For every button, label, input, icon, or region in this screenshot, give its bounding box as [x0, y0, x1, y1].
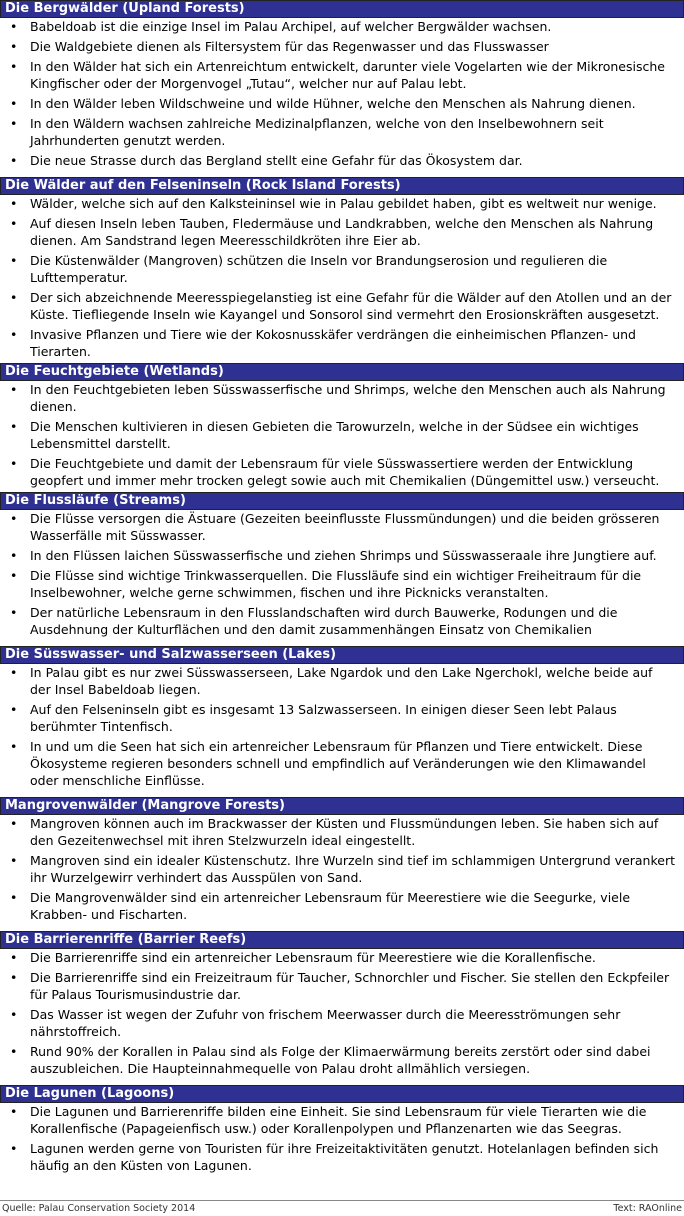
text-credit: Text: RAOnline — [613, 1203, 682, 1214]
list-item — [0, 949, 684, 966]
list-item-text: Rund 90% der Korallen in Palau sind als Folge der Klimaerwärmung bereits zerstört oder sind dabei auszubleichen. Die Haupteinnahmequelle von Palau droht allmählich versiegen. — [30, 1044, 651, 1076]
list-item-text: Auf den Felseninseln gibt es insgesamt 13 Salzwasserseen. In einigen dieser Seen lebt Palaus berühmter Tintenfisch. — [30, 702, 617, 734]
list-item — [0, 567, 684, 601]
list-item-text: Das Wasser ist wegen der Zufuhr von frischem Meerwasser durch die Meeresströmungen sehr nährstoffreich. — [30, 1007, 621, 1039]
list-item-text: In und um die Seen hat sich ein artenreicher Lebensraum für Pflanzen und Tiere entwickelt. Diese Ökosysteme regieren besonders schnell und empfindlich auf Veränderungen wie den Klimawandel oder menschliche Einflüsse. — [30, 739, 646, 788]
list-item-text: Die Waldgebiete dienen als Filtersystem für das Regenwasser und das Flusswasser — [30, 39, 549, 54]
list-item — [0, 664, 684, 698]
bullet-icon: • — [10, 950, 18, 965]
bullet-icon: • — [10, 853, 18, 868]
list-item — [0, 547, 684, 564]
list-item — [0, 215, 684, 249]
bullet-icon: • — [10, 1044, 18, 1059]
section-heading: Die Flussläufe (Streams) — [0, 492, 684, 510]
list-item-text: Der natürliche Lebensraum in den Flusslandschaften wird durch Bauwerke, Rodungen und die Ausdehnung der Kulturflächen und den damit zusammenhängen Einsatz von Chemikalien — [30, 605, 618, 637]
bullet-icon: • — [10, 548, 18, 563]
section-heading: Die Bergwälder (Upland Forests) — [0, 0, 684, 18]
bullet-icon: • — [10, 1104, 18, 1119]
list-item-text: Wälder, welche sich auf den Kalksteininsel wie in Palau gebildet haben, gibt es weltweit nur wenige. — [30, 196, 657, 211]
list-item — [0, 18, 684, 35]
section — [0, 363, 684, 489]
list-item-text: Lagunen werden gerne von Touristen für ihre Freizeitaktivitäten genutzt. Hotelanlagen befinden sich häufig an den Küsten von Lagunen. — [30, 1141, 659, 1173]
list-item — [0, 38, 684, 55]
bullet-list — [0, 195, 684, 360]
list-item-text: In Palau gibt es nur zwei Süsswasserseen, Lake Ngardok und den Lake Ngerchokl, welche beide auf der Insel Babeldoab liegen. — [30, 665, 653, 697]
bullet-list — [0, 815, 684, 923]
section-heading: Mangrovenwälder (Mangrove Forests) — [0, 797, 684, 815]
list-item-text: Die neue Strasse durch das Bergland stellt eine Gefahr für das Ökosystem dar. — [30, 153, 523, 168]
list-item — [0, 252, 684, 286]
section-heading: Die Süsswasser- und Salzwasserseen (Lakes) — [0, 646, 684, 664]
bullet-icon: • — [10, 665, 18, 680]
list-item — [0, 326, 684, 360]
bullet-icon: • — [10, 327, 18, 342]
list-item — [0, 738, 684, 789]
section-heading: Die Lagunen (Lagoons) — [0, 1085, 684, 1103]
list-item — [0, 969, 684, 1003]
list-item-text: Die Mangrovenwälder sind ein artenreicher Lebensraum für Meerestiere wie die Seegurke, viele Krabben- und Fischarten. — [30, 890, 631, 922]
list-item-text: Die Feuchtgebiete und damit der Lebensraum für viele Süsswassertiere werden der Entwicklung geopfert und immer mehr trocken gelegt sowie auch mit Chemikalien (Düngemittel usw.) verseucht. — [30, 456, 660, 488]
bullet-icon: • — [10, 216, 18, 231]
list-item — [0, 95, 684, 112]
bullet-icon: • — [10, 1007, 18, 1022]
list-item — [0, 604, 684, 638]
bullet-list — [0, 949, 684, 1077]
list-item-text: In den Feuchtgebieten leben Süsswasserfische und Shrimps, welche den Menschen auch als Nahrung dienen. — [30, 382, 666, 414]
list-item-text: In den Wälder hat sich ein Artenreichtum entwickelt, darunter viele Vogelarten wie der Mikronesische Kingfischer oder der Morgenvogel „Tutau“, welcher nur auf Palau lebt. — [30, 59, 665, 91]
section-heading: Die Barrierenriffe (Barrier Reefs) — [0, 931, 684, 949]
section — [0, 1085, 684, 1174]
list-item — [0, 418, 684, 452]
bullet-list — [0, 18, 684, 169]
list-item-text: Mangroven können auch im Brackwasser der Küsten und Flussmündungen leben. Sie haben sich auf den Gezeitenwechsel mit ihren Stelzwurzeln ideal eingestellt. — [30, 816, 659, 848]
bullet-icon: • — [10, 59, 18, 74]
bullet-icon: • — [10, 605, 18, 620]
list-item-text: Mangroven sind ein idealer Küstenschutz. Ihre Wurzeln sind tief im schlammigen Untergrund verankert ihr Wurzelgewirr verhindert das Ausspülen von Sand. — [30, 853, 676, 885]
list-item-text: Die Flüsse versorgen die Ästuare (Gezeiten beeinflusste Flussmündungen) und die beiden grösseren Wasserfälle mit Süsswasser. — [30, 511, 660, 543]
list-item — [0, 1043, 684, 1077]
bullet-icon: • — [10, 419, 18, 434]
bullet-icon: • — [10, 511, 18, 526]
bullet-list — [0, 1103, 684, 1174]
list-item — [0, 1103, 684, 1137]
bullet-icon: • — [10, 739, 18, 754]
list-item — [0, 58, 684, 92]
bullet-icon: • — [10, 153, 18, 168]
bullet-list — [0, 381, 684, 489]
source-note: Quelle: Palau Conservation Society 2014 — [2, 1203, 196, 1214]
bullet-list — [0, 664, 684, 789]
list-item-text: Auf diesen Inseln leben Tauben, Fledermäuse und Landkrabben, welche den Menschen als Nahrung dienen. Am Sandstrand legen Meeresschildkröten ihre Eier ab. — [30, 216, 654, 248]
bullet-icon: • — [10, 382, 18, 397]
bullet-icon: • — [10, 290, 18, 305]
section — [0, 492, 684, 638]
bullet-list — [0, 510, 684, 638]
list-item — [0, 381, 684, 415]
list-item — [0, 1006, 684, 1040]
bullet-icon: • — [10, 196, 18, 211]
list-item-text: Die Menschen kultivieren in diesen Gebieten die Tarowurzeln, welche in der Südsee ein wichtiges Lebensmittel darstellt. — [30, 419, 639, 451]
list-item — [0, 115, 684, 149]
list-item — [0, 1140, 684, 1174]
bullet-icon: • — [10, 970, 18, 985]
list-item — [0, 852, 684, 886]
list-item-text: Die Küstenwälder (Mangroven) schützen die Inseln vor Brandungserosion und regulieren die Lufttemperatur. — [30, 253, 608, 285]
list-item-text: Die Flüsse sind wichtige Trinkwasserquellen. Die Flussläufe sind ein wichtiger Freiheitraum für die Inselbewohner, welche gerne schwimmen, fischen und ihre Picknicks veranstalten. — [30, 568, 642, 600]
list-item — [0, 195, 684, 212]
list-item-text: Der sich abzeichnende Meeresspiegelanstieg ist eine Gefahr für die Wälder auf den Atollen und an der Küste. Tiefliegende Inseln wie Kayangel und Sonsorol sind vermehrt den Erosionskräften ausgesetzt. — [30, 290, 672, 322]
section-heading: Die Feuchtgebiete (Wetlands) — [0, 363, 684, 381]
list-item-text: Die Barrierenriffe sind ein Freizeitraum für Taucher, Schnorchler und Fischer. Sie stellen den Eckpfeiler für Palaus Tourismusindustrie dar. — [30, 970, 670, 1002]
bullet-icon: • — [10, 19, 18, 34]
section — [0, 0, 684, 169]
bullet-icon: • — [10, 1141, 18, 1156]
list-item-text: Invasive Pflanzen und Tiere wie der Kokosnusskäfer verdrängen die einheimischen Pflanzen- und Tierarten. — [30, 327, 636, 359]
bullet-icon: • — [10, 116, 18, 131]
list-item-text: Die Lagunen und Barrierenriffe bilden eine Einheit. Sie sind Lebensraum für viele Tierarten wie die Korallenfische (Papageienfisch usw.) oder Korallenpolypen und Pflanzenarten wie das Seegras. — [30, 1104, 647, 1136]
section-heading: Die Wälder auf den Felseninseln (Rock Island Forests) — [0, 177, 684, 195]
section — [0, 646, 684, 789]
bullet-icon: • — [10, 816, 18, 831]
list-item — [0, 815, 684, 849]
bullet-icon: • — [10, 456, 18, 471]
list-item — [0, 152, 684, 169]
section — [0, 797, 684, 923]
list-item — [0, 289, 684, 323]
section — [0, 177, 684, 360]
bullet-icon: • — [10, 253, 18, 268]
list-item-text: Babeldoab ist die einzige Insel im Palau Archipel, auf welcher Bergwälder wachsen. — [30, 19, 552, 34]
list-item — [0, 889, 684, 923]
list-item-text: In den Flüssen laichen Süsswasserfische und ziehen Shrimps und Süsswasseraale ihre Jungtiere auf. — [30, 548, 657, 563]
bullet-icon: • — [10, 890, 18, 905]
bullet-icon: • — [10, 568, 18, 583]
list-item — [0, 510, 684, 544]
list-item — [0, 455, 684, 489]
list-item-text: Die Barrierenriffe sind ein artenreicher Lebensraum für Meerestiere wie die Korallenfische. — [30, 950, 596, 965]
list-item-text: In den Wälder leben Wildschweine und wilde Hühner, welche den Menschen als Nahrung dienen. — [30, 96, 636, 111]
bullet-icon: • — [10, 702, 18, 717]
list-item-text: In den Wäldern wachsen zahlreiche Medizinalpflanzen, welche von den Inselbewohnern seit Jahrhunderten genutzt werden. — [30, 116, 604, 148]
list-item — [0, 701, 684, 735]
section — [0, 931, 684, 1077]
page-footer — [0, 1200, 684, 1216]
bullet-icon: • — [10, 39, 18, 54]
bullet-icon: • — [10, 96, 18, 111]
